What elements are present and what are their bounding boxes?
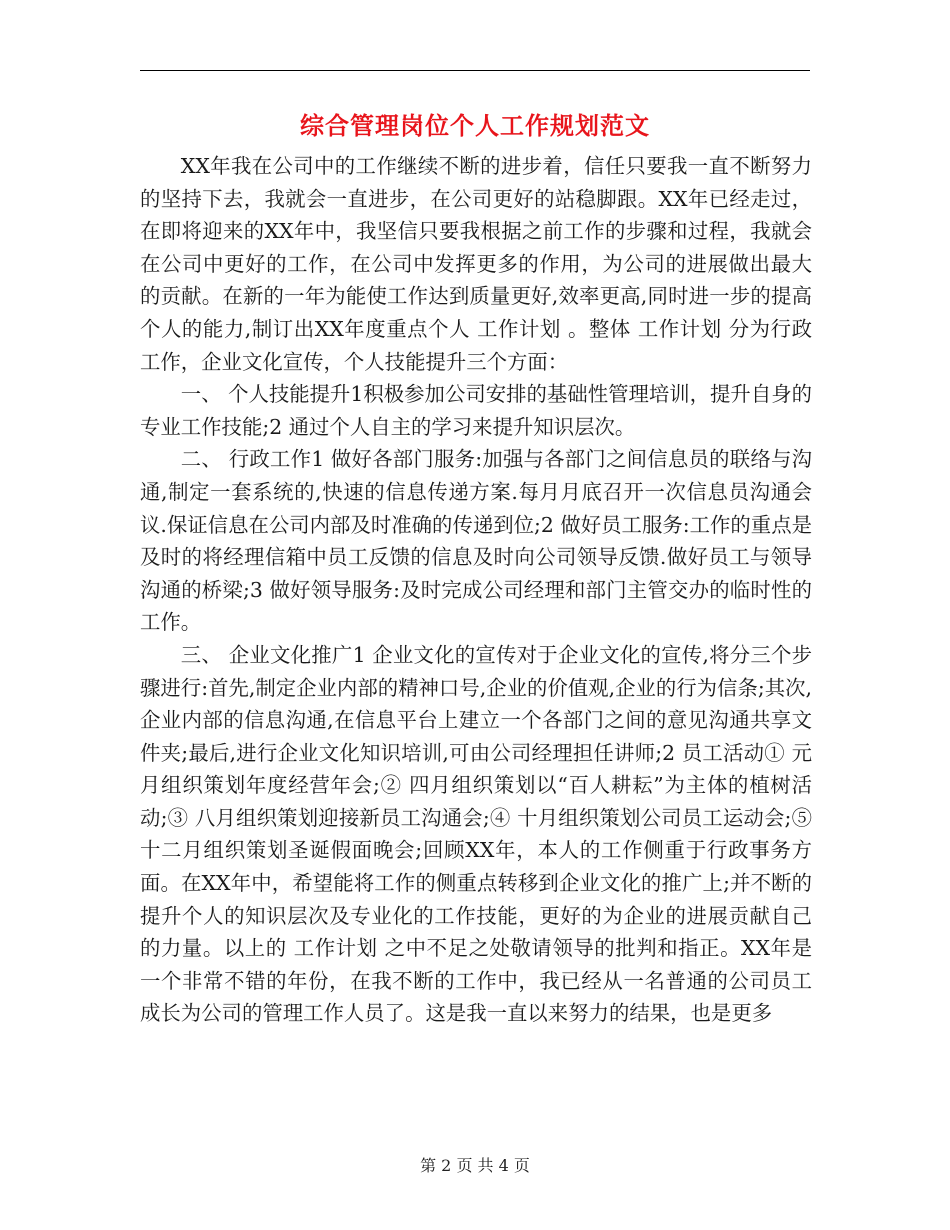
paragraph-admin: 二、 行政工作1 做好各部门服务:加强与各部门之间信息员的联络与沟通,制定一套系统的,快速的信息传递方案.每月月底召开一次信息员沟通会议.保证信息在公司内部及时准确的传递到位;2 做好员工服务:工作的重点是及时的将经理信箱中员工反馈的信息及时向公司领导反馈.做好员工与领导沟通的桥梁;3 做好领导服务:及时完成公司经理和部门主管交办的临时性的工作。 xyxy=(140,447,812,635)
paragraph-culture: 三、 企业文化推广1 企业文化的宣传对于企业文化的宣传,将分三个步骤进行:首先,制定企业内部的精神口号,企业的价值观,企业的行为信条;其次,企业内部的信息沟通,在信息平台上建立一个各部门之间的意见沟通共享文件夹;最后,进行企业文化知识培训,可由公司经理担任讲师;2 员工活动① 元月组织策划年度经营年会;② 四月组织策划以“百人耕耘”为主体的植树活动;③ 八月组织策划迎接新员工沟通会;④ 十月组织策划公司员工运动会;⑤ 十二月组织策划圣诞假面晚会;回顾XX年，本人的工作侧重于行政事务方面。在XX年中，希望能将工作的侧重点转移到企业文化的推广上;并不断的提升个人的知识层次及专业化的工作技能，更好的为企业的进展贡献自己的力量。以上的 工作计划 之中不足之处敬请领导的批判和指正。XX年是一个非常不错的年份，在我不断的工作中，我已经从一名普通的公司员工成长为公司的管理工作人员了。这是我一直以来努力的结果，也是更多 xyxy=(140,642,812,1026)
paragraph-skills: 一、 个人技能提升1积极参加公司安排的基础性管理培训，提升自身的专业工作技能;2 通过个人自主的学习来提升知识层次。 xyxy=(140,382,812,439)
document-body xyxy=(140,150,812,1030)
page-footer xyxy=(0,1154,950,1178)
paragraph-intro: XX年我在公司中的工作继续不断的进步着，信任只要我一直不断努力的坚持下去，我就会一直进步，在公司更好的站稳脚跟。XX年已经走过，在即将迎来的XX年中，我坚信只要我根据之前工作的步骤和过程，我就会在公司中更好的工作，在公司中发挥更多的作用，为公司的进展做出最大的贡献。在新的一年为能使工作达到质量更好,效率更高,同时进一步的提高个人的能力,制订出XX年度重点个人 工作计划 。整体 工作计划 分为行政工作，企业文化宣传，个人技能提升三个方面： xyxy=(140,154,812,374)
document-title: 综合管理岗位个人工作规划范文 xyxy=(300,111,650,140)
header-rule xyxy=(140,70,810,71)
page-number: 第 2 页 共 4 页 xyxy=(420,1156,530,1175)
